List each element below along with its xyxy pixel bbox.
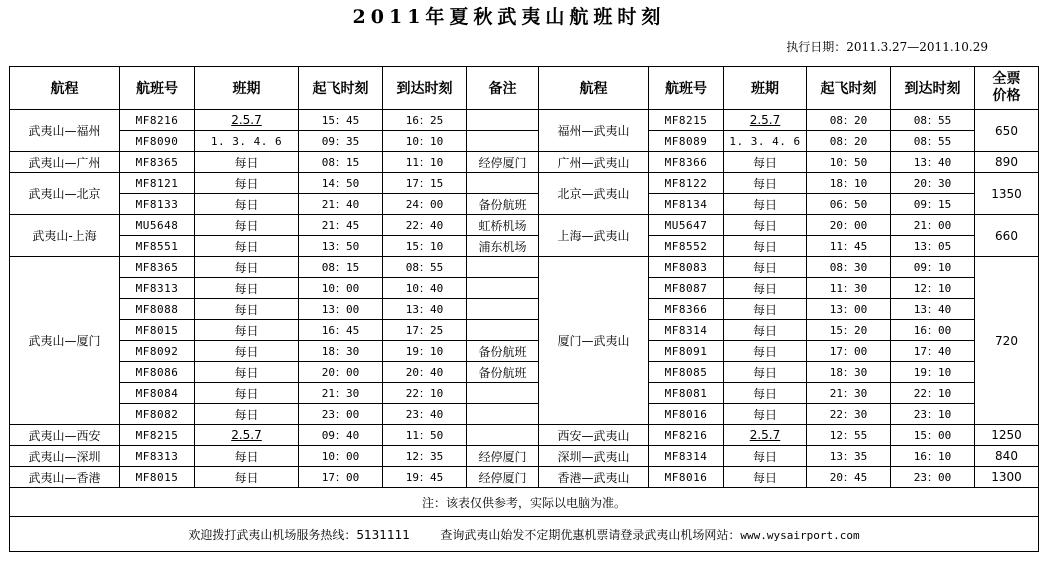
depart-time-in: 08：30 (807, 257, 891, 278)
flight-number-out: MF8313 (120, 278, 195, 299)
flight-number-out: MF8086 (120, 362, 195, 383)
flight-number-out: MF8015 (120, 467, 195, 488)
note-cell: 浦东机场 (467, 236, 539, 257)
route-out: 武夷山—西安 (10, 425, 120, 446)
flight-number-in: MF8016 (649, 467, 724, 488)
arrive-time-out: 08：55 (383, 257, 467, 278)
schedule-out: 1. 3. 4. 6 (195, 131, 299, 152)
note-cell: 虹桥机场 (467, 215, 539, 236)
depart-time-in: 21：30 (807, 383, 891, 404)
table-row (10, 131, 1039, 152)
disclaimer-note: 注：该表仅供参考，实际以电脑为准。 (10, 488, 1039, 517)
arrive-time-in: 08：55 (891, 131, 975, 152)
header-schedule-in: 班期 (724, 67, 807, 110)
route-in: 厦门—武夷山 (539, 257, 649, 425)
depart-time-in: 18：10 (807, 173, 891, 194)
header-arrive-in: 到达时刻 (891, 67, 975, 110)
depart-time-in: 08：20 (807, 110, 891, 131)
schedule-out: 2.5.7 (195, 110, 299, 131)
note-cell (467, 173, 539, 194)
header-row (10, 67, 1039, 110)
contact-info (10, 517, 1039, 552)
table-row (10, 299, 1039, 320)
hotline-label: 欢迎拨打武夷山机场服务热线： (188, 527, 357, 542)
note-cell (467, 425, 539, 446)
arrive-time-out: 13：40 (383, 299, 467, 320)
schedule-out: 2.5.7 (195, 425, 299, 446)
schedule-out: 每日 (195, 341, 299, 362)
schedule-in: 每日 (724, 257, 807, 278)
arrive-time-out: 15：10 (383, 236, 467, 257)
depart-time-out: 18：30 (299, 341, 383, 362)
fare-price: 720 (975, 257, 1039, 425)
arrive-time-in: 22：10 (891, 383, 975, 404)
depart-time-in: 13：00 (807, 299, 891, 320)
flight-number-in: MF8216 (649, 425, 724, 446)
arrive-time-out: 17：15 (383, 173, 467, 194)
depart-time-in: 13：35 (807, 446, 891, 467)
fare-price: 650 (975, 110, 1039, 152)
arrive-time-out: 11：50 (383, 425, 467, 446)
route-out: 武夷山—厦门 (10, 257, 120, 425)
note-row (10, 488, 1039, 517)
flight-number-out: MF8092 (120, 341, 195, 362)
route-in: 深圳—武夷山 (539, 446, 649, 467)
route-out: 武夷山—香港 (10, 467, 120, 488)
header-route-out: 航程 (10, 67, 120, 110)
note-cell: 经停厦门 (467, 446, 539, 467)
table-row (10, 194, 1039, 215)
schedule-out: 每日 (195, 320, 299, 341)
flight-number-out: MF8088 (120, 299, 195, 320)
arrive-time-in: 21：00 (891, 215, 975, 236)
arrive-time-in: 13：40 (891, 299, 975, 320)
table-row (10, 110, 1039, 131)
fare-price: 1350 (975, 173, 1039, 215)
depart-time-out: 10：00 (299, 446, 383, 467)
arrive-time-out: 16：25 (383, 110, 467, 131)
flight-number-out: MF8082 (120, 404, 195, 425)
arrive-time-out: 23：40 (383, 404, 467, 425)
route-out: 武夷山—深圳 (10, 446, 120, 467)
note-cell (467, 404, 539, 425)
schedule-in: 每日 (724, 173, 807, 194)
flight-number-in: MF8122 (649, 173, 724, 194)
arrive-time-in: 23：10 (891, 404, 975, 425)
schedule-in: 1. 3. 4. 6 (724, 131, 807, 152)
flight-number-in: MF8134 (649, 194, 724, 215)
arrive-time-out: 11：10 (383, 152, 467, 173)
depart-time-out: 13：00 (299, 299, 383, 320)
arrive-time-out: 19：10 (383, 341, 467, 362)
table-row (10, 341, 1039, 362)
arrive-time-in: 16：10 (891, 446, 975, 467)
note-cell: 经停厦门 (467, 467, 539, 488)
depart-time-out: 08：15 (299, 152, 383, 173)
header-flight-in: 航班号 (649, 67, 724, 110)
depart-time-in: 22：30 (807, 404, 891, 425)
note-cell (467, 110, 539, 131)
fare-price: 840 (975, 446, 1039, 467)
table-row (10, 278, 1039, 299)
flight-number-in: MF8083 (649, 257, 724, 278)
depart-time-out: 21：40 (299, 194, 383, 215)
table-row (10, 236, 1039, 257)
arrive-time-in: 09：15 (891, 194, 975, 215)
route-out: 武夷山—广州 (10, 152, 120, 173)
depart-time-in: 11：45 (807, 236, 891, 257)
schedule-in: 2.5.7 (724, 425, 807, 446)
arrive-time-in: 16：00 (891, 320, 975, 341)
depart-time-out: 23：00 (299, 404, 383, 425)
table-row (10, 425, 1039, 446)
schedule-body (10, 110, 1039, 488)
flight-number-out: MF8133 (120, 194, 195, 215)
depart-time-out: 16：45 (299, 320, 383, 341)
flight-number-in: MF8314 (649, 320, 724, 341)
depart-time-out: 21：45 (299, 215, 383, 236)
flight-number-out: MF8215 (120, 425, 195, 446)
depart-time-in: 18：30 (807, 362, 891, 383)
fare-price: 660 (975, 215, 1039, 257)
table-row (10, 467, 1039, 488)
flight-number-in: MF8089 (649, 131, 724, 152)
table-row (10, 446, 1039, 467)
schedule-out: 每日 (195, 236, 299, 257)
schedule-in: 每日 (724, 278, 807, 299)
fare-price: 1250 (975, 425, 1039, 446)
header-price-line2: 价格 (992, 88, 1021, 104)
depart-time-out: 21：30 (299, 383, 383, 404)
arrive-time-out: 20：40 (383, 362, 467, 383)
schedule-out: 每日 (195, 152, 299, 173)
route-in: 上海—武夷山 (539, 215, 649, 257)
fare-price: 890 (975, 152, 1039, 173)
schedule-in: 每日 (724, 215, 807, 236)
arrive-time-in: 09：10 (891, 257, 975, 278)
depart-time-out: 17：00 (299, 467, 383, 488)
note-cell (467, 278, 539, 299)
route-in: 广州—武夷山 (539, 152, 649, 173)
arrive-time-in: 17：40 (891, 341, 975, 362)
route-out: 武夷山—北京 (10, 173, 120, 215)
arrive-time-out: 10：10 (383, 131, 467, 152)
depart-time-in: 20：00 (807, 215, 891, 236)
schedule-out: 每日 (195, 194, 299, 215)
schedule-out: 每日 (195, 467, 299, 488)
header-price (975, 67, 1039, 110)
depart-time-in: 17：00 (807, 341, 891, 362)
flight-number-out: MF8365 (120, 257, 195, 278)
flight-number-in: MF8552 (649, 236, 724, 257)
note-cell (467, 131, 539, 152)
header-arrive-out: 到达时刻 (383, 67, 467, 110)
route-in: 香港—武夷山 (539, 467, 649, 488)
depart-time-out: 14：50 (299, 173, 383, 194)
flight-number-in: MF8366 (649, 152, 724, 173)
arrive-time-out: 19：45 (383, 467, 467, 488)
flight-number-in: MF8215 (649, 110, 724, 131)
execution-date-value: 2011.3.27—2011.10.29 (846, 40, 988, 54)
schedule-out: 每日 (195, 362, 299, 383)
schedule-out: 每日 (195, 446, 299, 467)
table-row (10, 257, 1039, 278)
note-cell: 经停厦门 (467, 152, 539, 173)
flight-schedule-table (9, 66, 1039, 552)
flight-number-out: MF8015 (120, 320, 195, 341)
note-cell (467, 299, 539, 320)
flight-number-in: MF8085 (649, 362, 724, 383)
depart-time-in: 15：20 (807, 320, 891, 341)
schedule-out: 每日 (195, 404, 299, 425)
arrive-time-in: 12：10 (891, 278, 975, 299)
schedule-in: 每日 (724, 320, 807, 341)
depart-time-out: 09：40 (299, 425, 383, 446)
schedule-in: 每日 (724, 404, 807, 425)
arrive-time-in: 15：00 (891, 425, 975, 446)
depart-time-in: 08：20 (807, 131, 891, 152)
schedule-out: 每日 (195, 383, 299, 404)
schedule-out: 每日 (195, 215, 299, 236)
schedule-out: 每日 (195, 299, 299, 320)
header-price-line1: 全票 (992, 71, 1021, 87)
note-cell (467, 383, 539, 404)
route-in: 西安—武夷山 (539, 425, 649, 446)
flight-number-in: MF8366 (649, 299, 724, 320)
schedule-in: 每日 (724, 446, 807, 467)
depart-time-out: 20：00 (299, 362, 383, 383)
schedule-in: 每日 (724, 299, 807, 320)
schedule-in: 每日 (724, 341, 807, 362)
route-out: 武夷山-上海 (10, 215, 120, 257)
header-note: 备注 (467, 67, 539, 110)
depart-time-in: 06：50 (807, 194, 891, 215)
website-text: 查询武夷山始发不定期优惠机票请登录武夷山机场网站： (440, 527, 741, 542)
header-schedule-out: 班期 (195, 67, 299, 110)
note-cell (467, 320, 539, 341)
arrive-time-out: 22：10 (383, 383, 467, 404)
table-row (10, 173, 1039, 194)
flight-number-out: MF8216 (120, 110, 195, 131)
execution-date-label: 执行日期： (786, 40, 847, 54)
table-row (10, 215, 1039, 236)
arrive-time-in: 20：30 (891, 173, 975, 194)
schedule-in: 每日 (724, 362, 807, 383)
arrive-time-in: 23：00 (891, 467, 975, 488)
arrive-time-out: 17：25 (383, 320, 467, 341)
schedule-in: 每日 (724, 383, 807, 404)
arrive-time-out: 12：35 (383, 446, 467, 467)
route-out: 武夷山—福州 (10, 110, 120, 152)
flight-number-out: MF8551 (120, 236, 195, 257)
arrive-time-in: 19：10 (891, 362, 975, 383)
note-cell: 备份航班 (467, 194, 539, 215)
contact-row (10, 517, 1039, 552)
flight-number-out: MF8365 (120, 152, 195, 173)
schedule-in: 每日 (724, 194, 807, 215)
flight-number-out: MF8313 (120, 446, 195, 467)
page-title: 2011年夏秋武夷山航班时刻 (352, 6, 666, 28)
depart-time-out: 08：15 (299, 257, 383, 278)
route-in: 福州—武夷山 (539, 110, 649, 152)
header-depart-out: 起飞时刻 (299, 67, 383, 110)
execution-date (786, 38, 988, 55)
table-row (10, 383, 1039, 404)
arrive-time-out: 10：40 (383, 278, 467, 299)
arrive-time-out: 24：00 (383, 194, 467, 215)
hotline-number: 5131111 (356, 527, 410, 542)
flight-number-out: MF8090 (120, 131, 195, 152)
schedule-in: 每日 (724, 236, 807, 257)
table-row (10, 320, 1039, 341)
flight-number-in: MF8016 (649, 404, 724, 425)
depart-time-out: 10：00 (299, 278, 383, 299)
depart-time-in: 20：45 (807, 467, 891, 488)
flight-number-in: MU5647 (649, 215, 724, 236)
table-row (10, 362, 1039, 383)
schedule-out: 每日 (195, 278, 299, 299)
schedule-out: 每日 (195, 173, 299, 194)
arrive-time-in: 08：55 (891, 110, 975, 131)
depart-time-out: 13：50 (299, 236, 383, 257)
flight-number-in: MF8091 (649, 341, 724, 362)
arrive-time-in: 13：05 (891, 236, 975, 257)
depart-time-out: 15：45 (299, 110, 383, 131)
note-cell (467, 257, 539, 278)
schedule-out: 每日 (195, 257, 299, 278)
flight-number-out: MF8084 (120, 383, 195, 404)
depart-time-in: 11：30 (807, 278, 891, 299)
depart-time-in: 12：55 (807, 425, 891, 446)
flight-number-out: MU5648 (120, 215, 195, 236)
table-row (10, 404, 1039, 425)
flight-number-out: MF8121 (120, 173, 195, 194)
header-route-in: 航程 (539, 67, 649, 110)
fare-price: 1300 (975, 467, 1039, 488)
route-in: 北京—武夷山 (539, 173, 649, 215)
schedule-in: 每日 (724, 152, 807, 173)
depart-time-out: 09：35 (299, 131, 383, 152)
flight-number-in: MF8087 (649, 278, 724, 299)
header-flight-out: 航班号 (120, 67, 195, 110)
table-row (10, 152, 1039, 173)
website-link[interactable]: www.wysairport.com (740, 528, 860, 542)
arrive-time-out: 22：40 (383, 215, 467, 236)
note-cell: 备份航班 (467, 362, 539, 383)
flight-number-in: MF8314 (649, 446, 724, 467)
schedule-in: 2.5.7 (724, 110, 807, 131)
arrive-time-in: 13：40 (891, 152, 975, 173)
schedule-in: 每日 (724, 467, 807, 488)
header-depart-in: 起飞时刻 (807, 67, 891, 110)
note-cell: 备份航班 (467, 341, 539, 362)
flight-number-in: MF8081 (649, 383, 724, 404)
depart-time-in: 10：50 (807, 152, 891, 173)
